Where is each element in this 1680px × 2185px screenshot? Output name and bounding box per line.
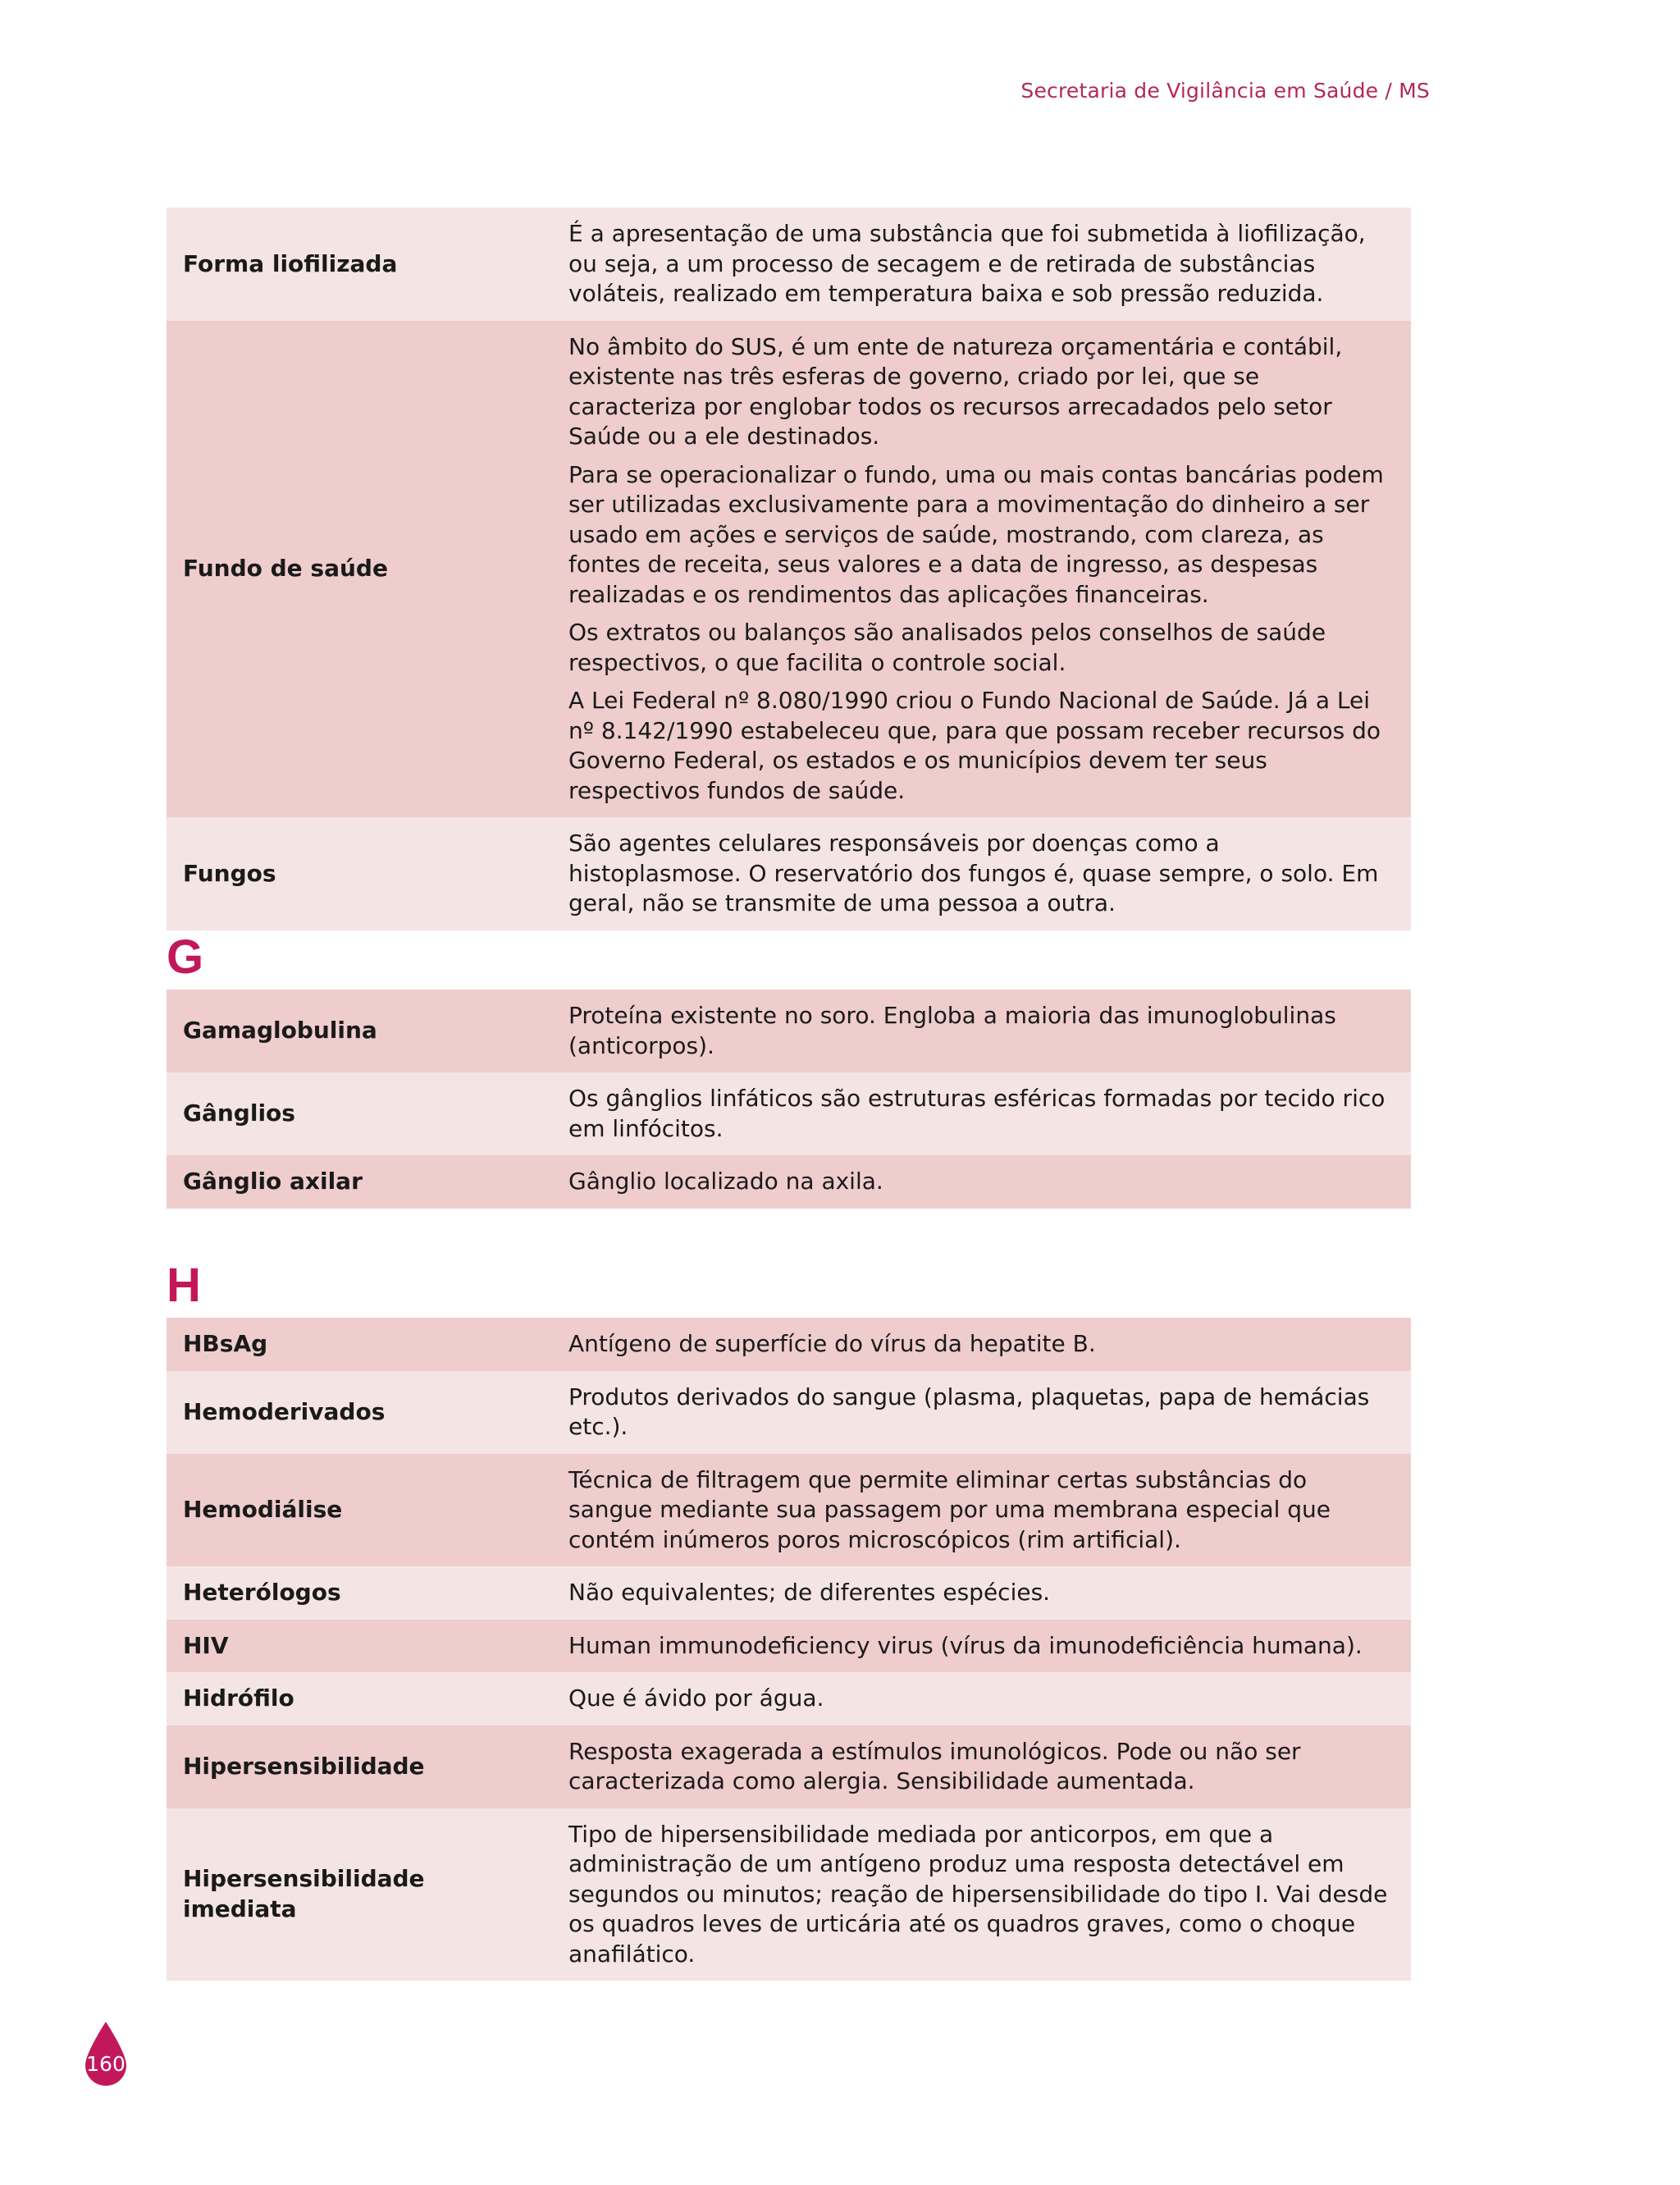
definition-paragraph: A Lei Federal nº 8.080/1990 criou o Fundo Nacional de Saúde. Já a Lei nº 8.142/1990 estabeleceu que, para que possam receber recursos do Governo Federal, os estados e os municípios devem ter seus respectivos fundos de saúde. [568, 687, 1381, 804]
table-row [167, 321, 1411, 818]
table-row [167, 817, 1411, 930]
definition-cell: Antígeno de superfície do vírus da hepatite B. [552, 1318, 1411, 1371]
section-letter: H [167, 1259, 201, 1312]
definition-cell: Proteína existente no soro. Engloba a maioria das imunoglobulinas (anticorpos). [552, 990, 1411, 1072]
definition-cell: Técnica de filtragem que permite eliminar certas substâncias do sangue mediante sua passagem por uma membrana especial que contém inúmeros poros microscópicos (rim artificial). [552, 1454, 1411, 1567]
definition-cell [552, 817, 1411, 930]
term-cell: Forma liofilizada [167, 208, 552, 321]
page-number: 160 [86, 2052, 126, 2076]
definition-paragraph: É a apresentação de uma substância que foi submetida à liofilização, ou seja, a um processo de secagem e de retirada de substâncias voláteis, realizado em temperatura baixa e sob pressão reduzida. [568, 220, 1366, 307]
table-row [167, 1672, 1411, 1726]
term-cell: Fundo de saúde [167, 321, 552, 818]
section-f [167, 208, 1411, 930]
definition-cell: Os gânglios linfáticos são estruturas esféricas formadas por tecido rico em linfócitos. [552, 1072, 1411, 1155]
term-cell: HIV [167, 1620, 552, 1673]
definition-cell: Gânglio localizado na axila. [552, 1155, 1411, 1209]
table-row [167, 1318, 1411, 1371]
glossary-table-f [167, 208, 1411, 930]
table-row [167, 1454, 1411, 1567]
definition-cell: Produtos derivados do sangue (plasma, plaquetas, papa de hemácias etc.). [552, 1371, 1411, 1454]
glossary-table-h [167, 1318, 1411, 1981]
definition-cell: Não equivalentes; de diferentes espécies. [552, 1566, 1411, 1620]
definition-paragraph: Os extratos ou balanços são analisados pelos conselhos de saúde respectivos, o que facilita o controle social. [568, 619, 1326, 676]
section-letter: G [167, 930, 204, 984]
term-cell: HBsAg [167, 1318, 552, 1371]
term-cell: Hemoderivados [167, 1371, 552, 1454]
section-g [167, 930, 1411, 1209]
table-row [167, 990, 1411, 1072]
definition-cell [552, 208, 1411, 321]
table-row [167, 1808, 1411, 1982]
term-cell: Fungos [167, 817, 552, 930]
term-cell: Gânglios [167, 1072, 552, 1155]
term-cell: Hipersensibilidade imediata [167, 1808, 552, 1982]
table-row [167, 1371, 1411, 1454]
definition-paragraph: Para se operacionalizar o fundo, uma ou mais contas bancárias podem ser utilizadas exclusivamente para a movimentação do dinheiro a ser usado em ações e serviços de saúde, mostrando, com clareza, as fontes de receita, seus valores e a data de ingresso, as despesas realizadas e os rendimentos das aplicações financeiras. [568, 460, 1384, 608]
definition-cell: Tipo de hipersensibilidade mediada por anticorpos, em que a administração de um antígeno produz uma resposta detectável em segundos ou minutos; reação de hipersensibilidade do tipo I. Vai desde os quadros leves de urticária até os quadros graves, como o choque anafilático. [552, 1808, 1411, 1982]
definition-cell: Human immunodeficiency virus (vírus da imunodeficiência humana). [552, 1620, 1411, 1673]
definition-paragraph: São agentes celulares responsáveis por doenças como a histoplasmose. O reservatório dos fungos é, quase sempre, o solo. Em geral, não se transmite de uma pessoa a outra. [568, 830, 1379, 917]
table-row [167, 1726, 1411, 1808]
table-row [167, 1566, 1411, 1620]
definition-cell [552, 321, 1411, 818]
term-cell: Hidrófilo [167, 1672, 552, 1726]
running-header: Secretaria de Vigilância em Saúde / MS [1020, 79, 1430, 103]
glossary-table-g [167, 990, 1411, 1209]
table-row [167, 1072, 1411, 1155]
term-cell: Gamaglobulina [167, 990, 552, 1072]
term-cell: Hemodiálise [167, 1454, 552, 1567]
table-row [167, 1155, 1411, 1209]
table-row [167, 208, 1411, 321]
term-cell: Heterólogos [167, 1566, 552, 1620]
section-h [167, 1259, 1411, 1981]
table-row [167, 1620, 1411, 1673]
definition-paragraph: No âmbito do SUS, é um ente de natureza orçamentária e contábil, existente nas três esferas de governo, criado por lei, que se caracteriza por englobar todos os recursos arrecadados pelo setor Saúde ou a ele destinados. [568, 332, 1343, 450]
term-cell: Hipersensibilidade [167, 1726, 552, 1808]
definition-cell: Resposta exagerada a estímulos imunológicos. Pode ou não ser caracterizada como alergia. Sensibilidade aumentada. [552, 1726, 1411, 1808]
definition-cell: Que é ávido por água. [552, 1672, 1411, 1726]
term-cell: Gânglio axilar [167, 1155, 552, 1209]
